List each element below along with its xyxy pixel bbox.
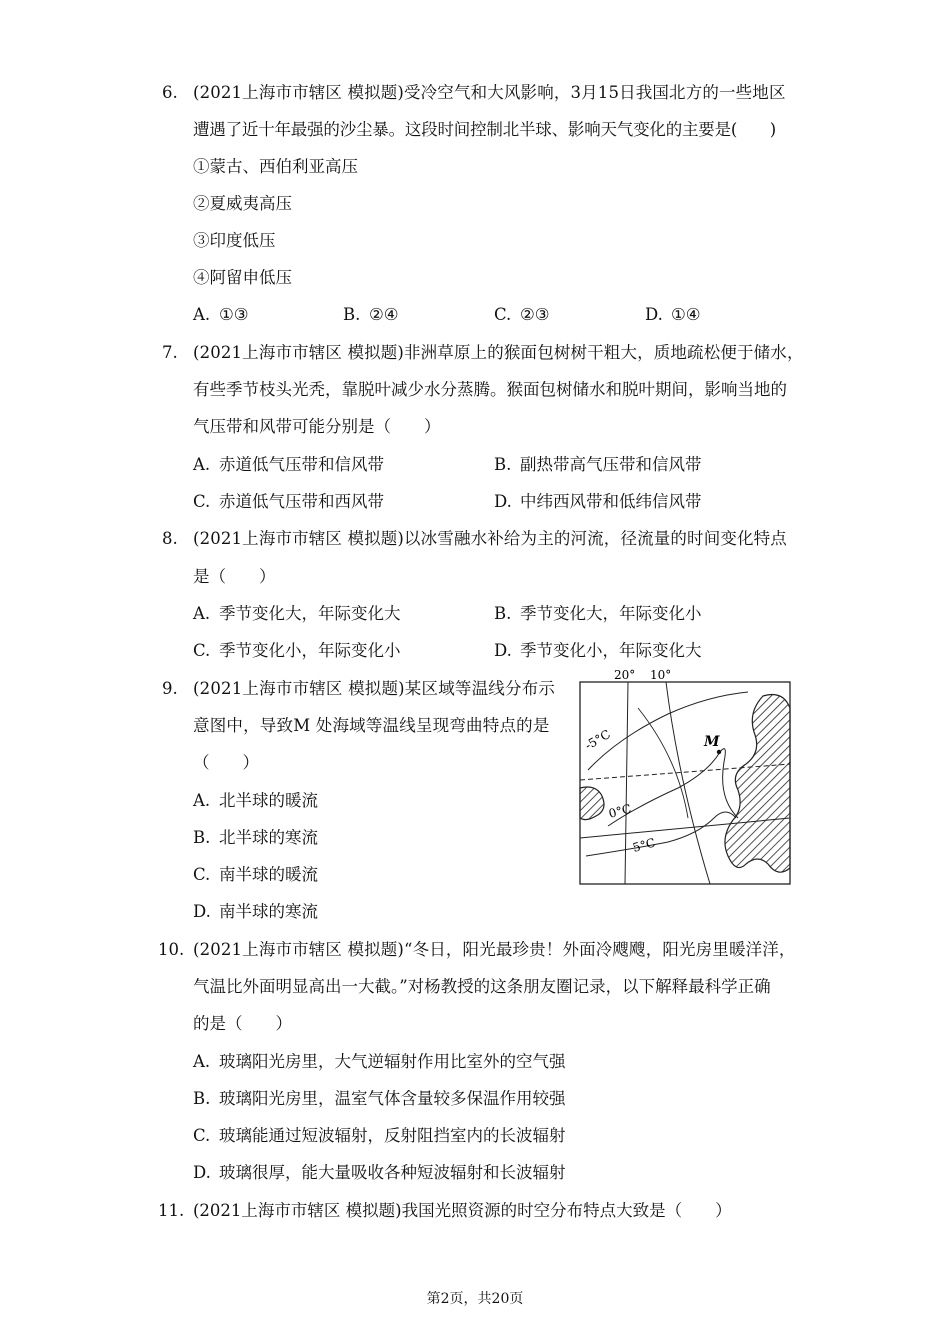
question-number: 10. [158,940,185,959]
longitude-label: 20° [614,668,636,682]
option-b[interactable] [193,1088,566,1110]
option-letter: B. [494,455,512,474]
option-a[interactable] [193,304,249,326]
option-d[interactable] [494,640,702,662]
statement-item: ①蒙古、西伯利亚高压 [193,157,358,176]
option-text: 南半球的寒流 [219,902,318,921]
option-letter: D. [645,305,663,324]
option-text: 中纬西风带和低纬信风带 [520,492,702,511]
option-text: ②③ [520,305,550,324]
option-c[interactable] [193,491,384,513]
question-number: 11. [158,1201,185,1220]
option-letter: B. [193,1089,211,1108]
option-b[interactable] [494,454,702,476]
option-text: 玻璃阳光房里，大气逆辐射作用比室外的空气强 [219,1052,566,1071]
isotherm-label: -5°C [582,727,613,753]
option-letter: D. [193,902,211,921]
isotherm-label: 0°C [607,801,633,821]
question-stem-line: （ ） [193,753,259,772]
question-number: 7. [162,343,178,362]
option-d[interactable] [193,901,318,923]
option-text: 季节变化小，年际变化小 [219,641,401,660]
option-c[interactable] [193,640,401,662]
option-b[interactable] [193,827,318,849]
option-text: 南半球的暖流 [219,865,318,884]
option-letter: C. [193,641,211,660]
option-letter: A. [193,1052,211,1071]
option-text: 季节变化大，年际变化大 [219,604,401,623]
option-letter: A. [193,305,211,324]
option-text: 玻璃很厚，能大量吸收各种短波辐射和长波辐射 [219,1163,566,1182]
question-stem-line: 气温比外面明显高出一大截。”对杨教授的这条朋友圈记录，以下解释最科学正确 [193,977,771,996]
option-text: 玻璃能通过短波辐射，反射阻挡室内的长波辐射 [219,1126,566,1145]
option-letter: D. [494,492,512,511]
option-letter: D. [193,1163,211,1182]
question-stem-line: (2021上海市市辖区 模拟题)某区域等温线分布示 [193,679,556,698]
option-text: 北半球的暖流 [219,791,318,810]
option-letter: A. [193,455,211,474]
option-letter: D. [494,641,512,660]
option-a[interactable] [193,603,401,625]
option-text: 季节变化小，年际变化大 [520,641,702,660]
option-text: 北半球的寒流 [219,828,318,847]
option-letter: C. [193,865,211,884]
option-text: 季节变化大，年际变化小 [520,604,702,623]
option-c[interactable] [193,864,318,886]
longitude-label: 10° [650,668,672,682]
option-letter: C. [193,1126,211,1145]
option-letter: A. [193,604,211,623]
option-text: 副热带高气压带和信风带 [520,455,702,474]
option-c[interactable] [494,304,550,326]
question-stem-line: (2021上海市市辖区 模拟题)我国光照资源的时空分布特点大致是（ ） [193,1201,732,1220]
option-d[interactable] [645,304,701,326]
option-b[interactable] [494,603,702,625]
option-b[interactable] [343,304,399,326]
option-d[interactable] [494,491,702,513]
question-number: 6. [162,83,178,102]
option-text: ①④ [671,305,701,324]
option-letter: A. [193,791,211,810]
option-letter: C. [494,305,512,324]
question-stem-line: 有些季节枝头光秃，靠脱叶减少水分蒸腾。猴面包树储水和脱叶期间，影响当地的 [193,380,787,399]
option-a[interactable] [193,454,384,476]
statement-item: ③印度低压 [193,231,276,250]
point-m-label: M [704,734,720,750]
option-text: 赤道低气压带和信风带 [219,455,384,474]
question-number: 8. [162,529,178,548]
question-stem-line: (2021上海市市辖区 模拟题)“冬日，阳光最珍贵！外面冷飕飕，阳光房里暖洋洋， [193,940,796,959]
question-stem-line: (2021上海市市辖区 模拟题)以冰雪融水补给为主的河流，径流量的时间变化特点 [193,529,787,548]
option-c[interactable] [193,1125,566,1147]
point-m-marker [717,750,721,754]
option-a[interactable] [193,1051,566,1073]
option-text: ②④ [369,305,399,324]
question-stem-line: (2021上海市市辖区 模拟题)非洲草原上的猴面包树树干粗大，质地疏松便于储水， [193,343,804,362]
statement-item: ④阿留申低压 [193,268,292,287]
page-footer: 第2页，共20页 [426,1291,524,1307]
question-stem-line: 是（ ） [193,567,276,586]
statement-item: ②夏威夷高压 [193,194,292,213]
question-stem-line: 气压带和风带可能分别是（ ） [193,417,441,436]
question-stem-line: 意图中，导致M 处海域等温线呈现弯曲特点的是 [193,716,550,735]
question-stem-line: 遭遇了近十年最强的沙尘暴。这段时间控制北半球、影响天气变化的主要是( ) [193,120,776,139]
option-text: ①③ [219,305,249,324]
option-letter: B. [193,828,211,847]
option-letter: C. [193,492,211,511]
isotherm-label: 5°C [631,835,657,855]
option-a[interactable] [193,790,318,812]
question-stem-line: 的是（ ） [193,1014,292,1033]
option-text: 玻璃阳光房里，温室气体含量较多保温作用较强 [219,1089,566,1108]
option-letter: B. [494,604,512,623]
option-d[interactable] [193,1162,566,1184]
question-number: 9. [162,679,178,698]
isotherm-map [578,668,792,886]
option-text: 赤道低气压带和西风带 [219,492,384,511]
isotherm-map-figure [578,668,792,886]
question-stem-line: (2021上海市市辖区 模拟题)受冷空气和大风影响，3月15日我国北方的一些地区 [193,83,786,102]
option-letter: B. [343,305,361,324]
